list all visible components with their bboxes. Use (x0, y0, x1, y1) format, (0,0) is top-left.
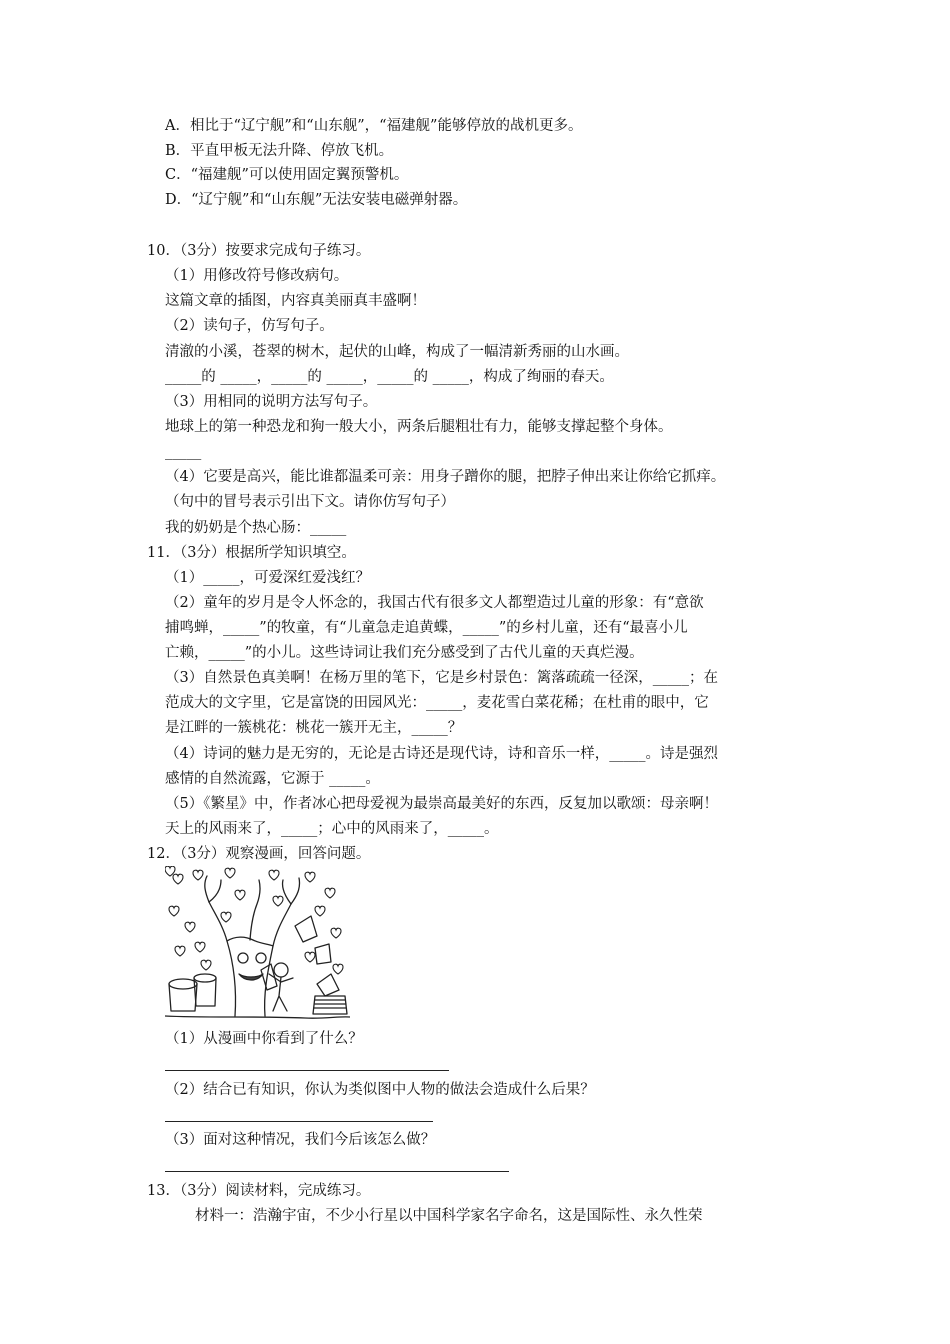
q11-line: 是江畔的一簇桃花：桃花一簇开无主，_____？ (165, 720, 463, 736)
q10-line: 这篇文章的插图，内容真美丽真丰盛啊！ (165, 293, 426, 309)
answer-line (165, 1070, 449, 1071)
q11-line: 亡赖，_____”的小儿。这些诗词让我们充分感受到了古代儿童的天真烂漫。 (165, 645, 644, 661)
q10-line: （2）读句子，仿写句子。 (165, 318, 334, 334)
q13-material-1: 材料一：浩瀚宇宙，不少小行星以中国科学家名字命名，这是国际性、永久性荣 (195, 1208, 703, 1224)
question-13-title: 13．（3分）阅读材料，完成练习。 (147, 1183, 371, 1199)
q10-fill-line: 我的奶奶是个热心肠：_____ (165, 520, 347, 536)
q10-line: （句中的冒号表示引出下文。请你仿写句子） (165, 494, 455, 510)
question-12-title: 12．（3分）观察漫画，回答问题。 (147, 846, 371, 862)
q12-question-3: （3）面对这种情况，我们今后该怎么做？ (165, 1132, 436, 1148)
q10-line: （4）它要是高兴，能比谁都温柔可亲：用身子蹭你的腿，把脖子伸出来让你给它抓痒。 (165, 469, 726, 485)
question-11-title: 11．（3分）根据所学知识填空。 (147, 545, 356, 561)
option-a: A．相比于“辽宁舰”和“山东舰”，“福建舰”能够停放的战机更多。 (165, 118, 583, 134)
q10-line: 清澈的小溪，苍翠的树木，起伏的山峰，构成了一幅清新秀丽的山水画。 (165, 344, 629, 360)
q11-line: （5）《繁星》中，作者冰心把母爱视为最崇高最美好的东西，反复加以歌颂：母亲啊！ (165, 796, 718, 812)
q11-line: （4）诗词的魅力是无穷的，无论是古诗还是现代诗，诗和音乐一样，_____。诗是强烈 (165, 746, 718, 762)
q11-line: 天上的风雨来了，_____；心中的风雨来了，_____。 (165, 821, 499, 837)
cartoon-image (165, 866, 350, 1024)
q11-line: （1）_____，可爱深红爱浅红？ (165, 570, 370, 586)
q11-line: 感情的自然流露，它源于 _____。 (165, 771, 380, 787)
option-b: B．平直甲板无法升降、停放飞机。 (165, 143, 394, 159)
q11-line: （2）童年的岁月是令人怀念的，我国古代有很多文人都塑造过儿童的形象：有“意欲 (165, 595, 704, 611)
option-d: D．“辽宁舰”和“山东舰”无法安装电磁弹射器。 (165, 192, 468, 208)
q12-question-1: （1）从漫画中你看到了什么？ (165, 1031, 363, 1047)
q11-line: （3）自然景色真美啊！在杨万里的笔下，它是乡村景色：篱落疏疏一径深，_____；在 (165, 670, 718, 686)
q10-fill-line: _____的 _____，_____的 _____，_____的 _____，构成了绚丽的春天。 (165, 369, 614, 385)
question-10-title: 10．（3分）按要求完成句子练习。 (147, 243, 371, 259)
q10-line: （1）用修改符号修改病句。 (165, 268, 349, 284)
q10-line: （3）用相同的说明方法写句子。 (165, 394, 378, 410)
answer-line (165, 1121, 433, 1122)
q10-line: 地球上的第一种恐龙和狗一般大小，两条后腿粗壮有力，能够支撑起整个身体。 (165, 419, 673, 435)
q10-answer-blank: _____ (165, 444, 202, 460)
q12-question-2: （2）结合已有知识，你认为类似图中人物的做法会造成什么后果？ (165, 1082, 595, 1098)
answer-line (165, 1171, 509, 1172)
q11-line: 范成大的文字里，它是富饶的田园风光：_____，麦花雪白菜花稀；在杜甫的眼中，它 (165, 695, 709, 711)
option-c: C．“福建舰”可以使用固定翼预警机。 (165, 167, 409, 183)
q11-line: 捕鸣蝉，_____”的牧童，有“儿童急走追黄蝶，_____”的乡村儿童，还有“最喜小儿 (165, 620, 688, 636)
